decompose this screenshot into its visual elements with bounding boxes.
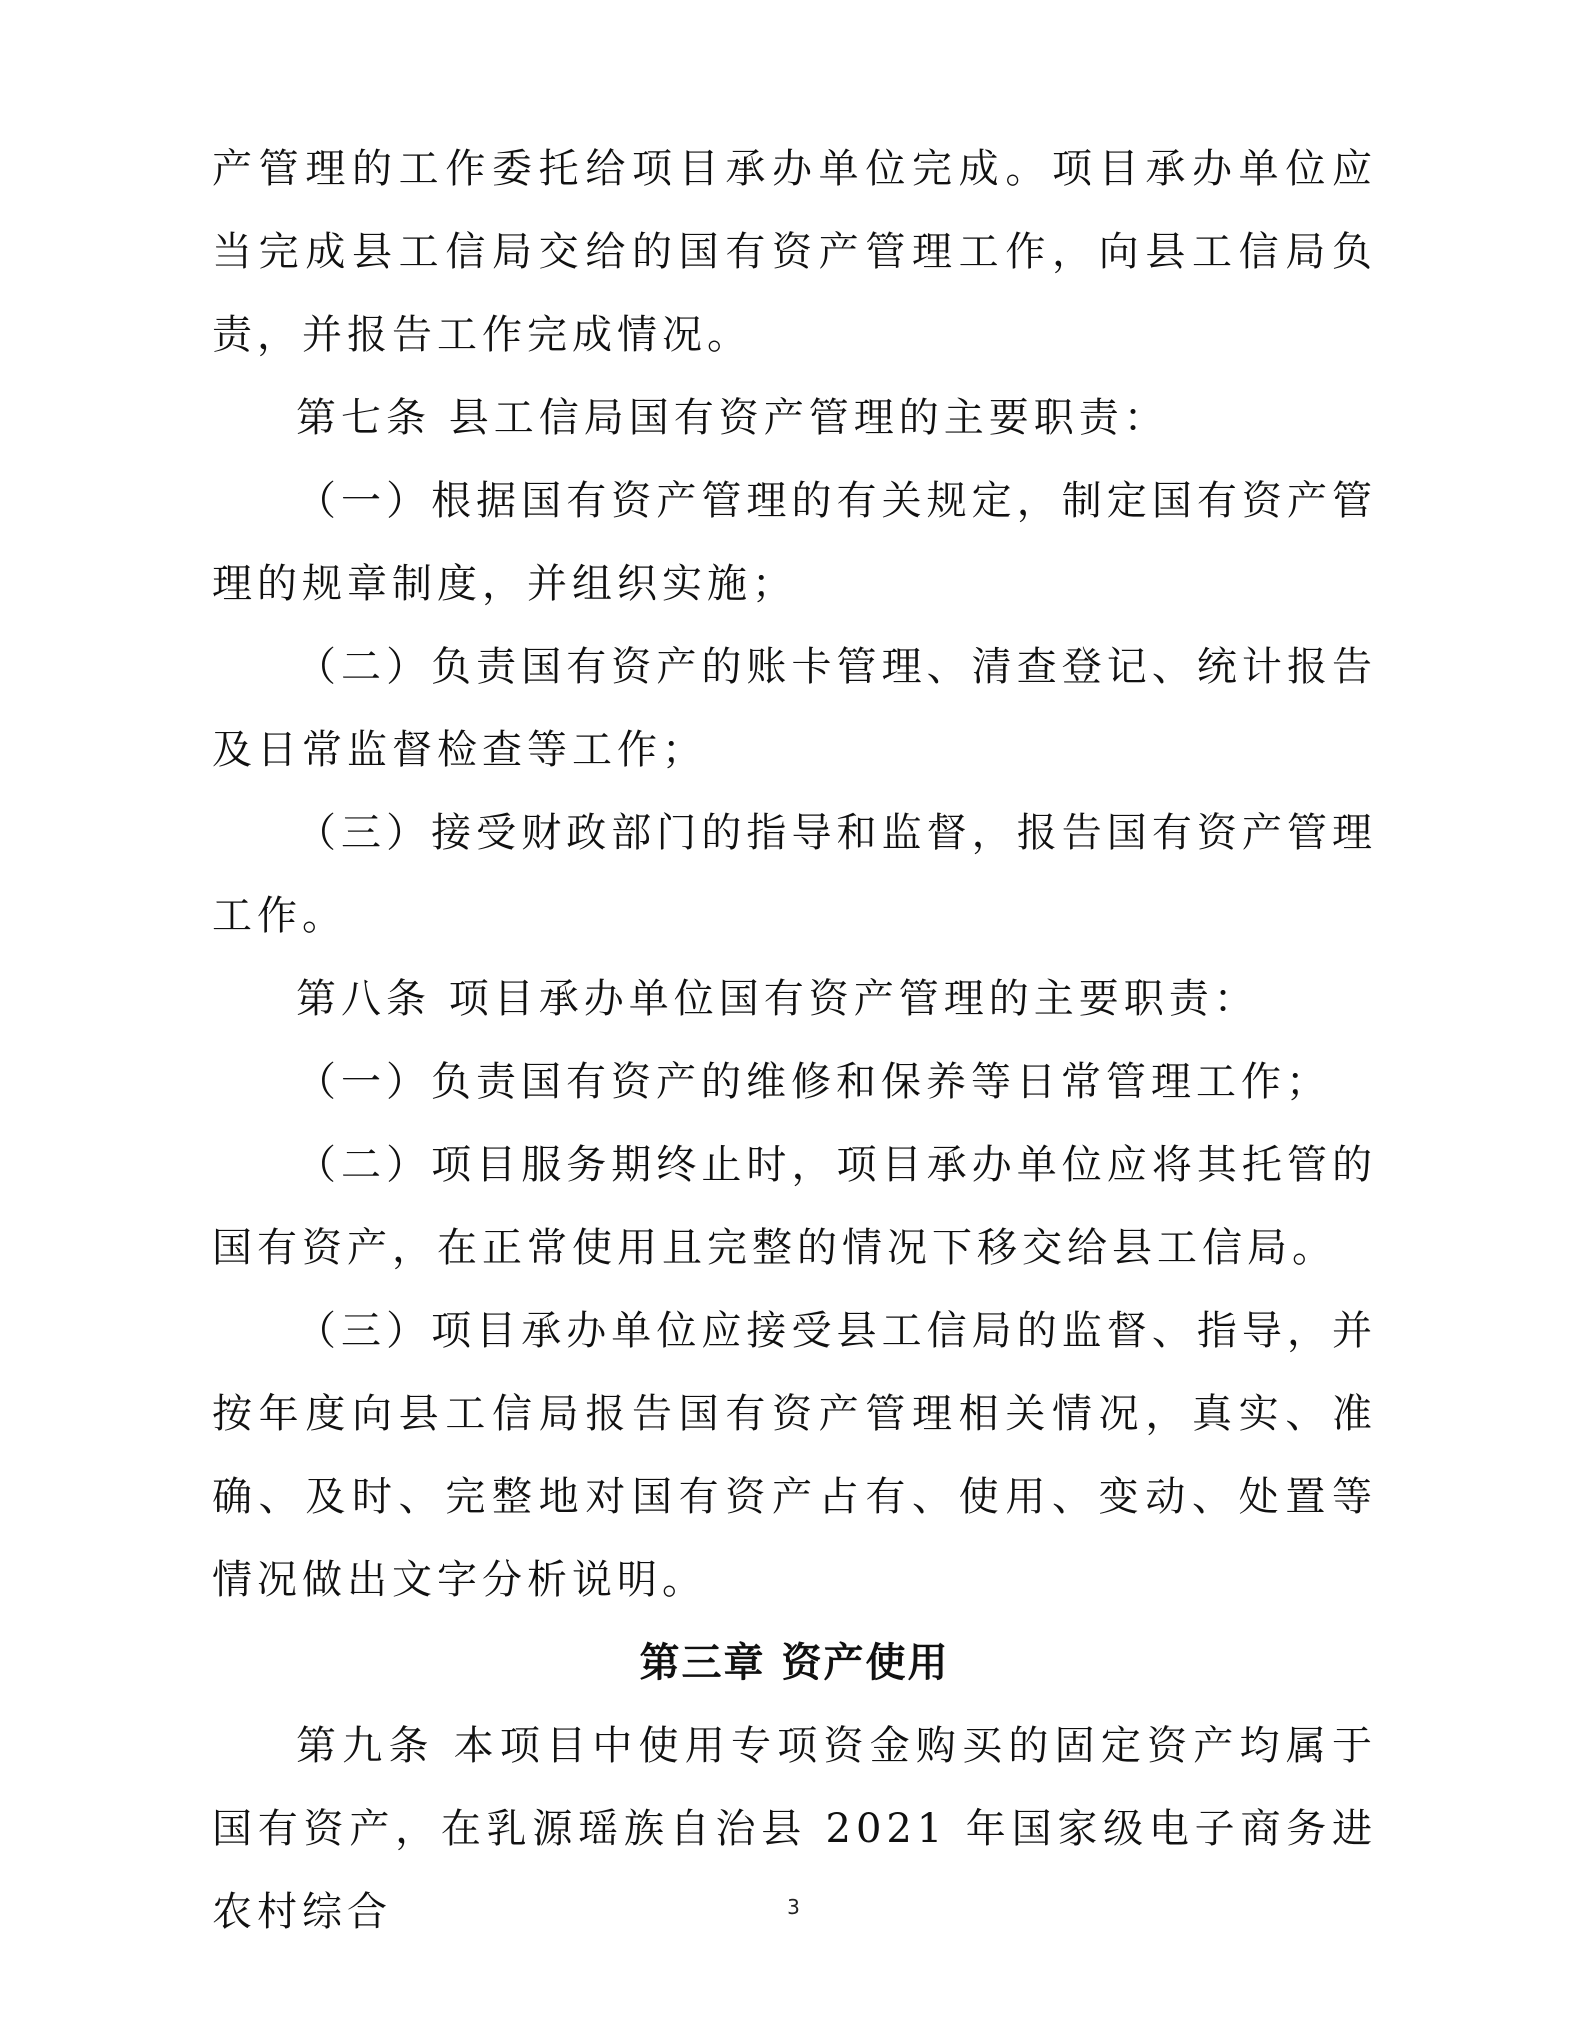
article-7-item-3: （三）接受财政部门的指导和监督，报告国有资产管理工作。 bbox=[212, 810, 1377, 939]
article-7-item-1: （一）根据国有资产管理的有关规定，制定国有资产管理的规章制度，并组织实施； bbox=[212, 478, 1377, 607]
article-8-item-3: （三）项目承办单位应接受县工信局的监督、指导，并按年度向县工信局报告国有资产管理相关情况，真实、准确、及时、完整地对国有资产占有、使用、变动、处置等情况做出文字分析说明。 bbox=[212, 1308, 1377, 1603]
article-7-title: 第七条 县工信局国有资产管理的主要职责： bbox=[296, 395, 1169, 441]
article-8-item-2: （二）项目服务期终止时，项目承办单位应将其托管的国有资产，在正常使用且完整的情况下移交给县工信局。 bbox=[212, 1142, 1377, 1271]
chapter-heading: 第三章 资产使用 bbox=[639, 1640, 950, 1686]
document-body bbox=[212, 128, 1377, 1954]
article-8-item-1: （一）负责国有资产的维修和保养等日常管理工作； bbox=[296, 1059, 1331, 1105]
article-7-item-2: （二）负责国有资产的账卡管理、清查登记、统计报告及日常监督检查等工作； bbox=[212, 644, 1377, 773]
article-8-title: 第八条 项目承办单位国有资产管理的主要职责： bbox=[296, 976, 1259, 1022]
page-number: 3 bbox=[787, 1895, 800, 1919]
paragraph-continuation: 产管理的工作委托给项目承办单位完成。项目承办单位应当完成县工信局交给的国有资产管理工作，向县工信局负责，并报告工作完成情况。 bbox=[212, 146, 1377, 358]
article-9-text: 第九条 本项目中使用专项资金购买的固定资产均属于国有资产，在乳源瑶族自治县 2021 年国家级电子商务进农村综合 bbox=[212, 1723, 1377, 1935]
